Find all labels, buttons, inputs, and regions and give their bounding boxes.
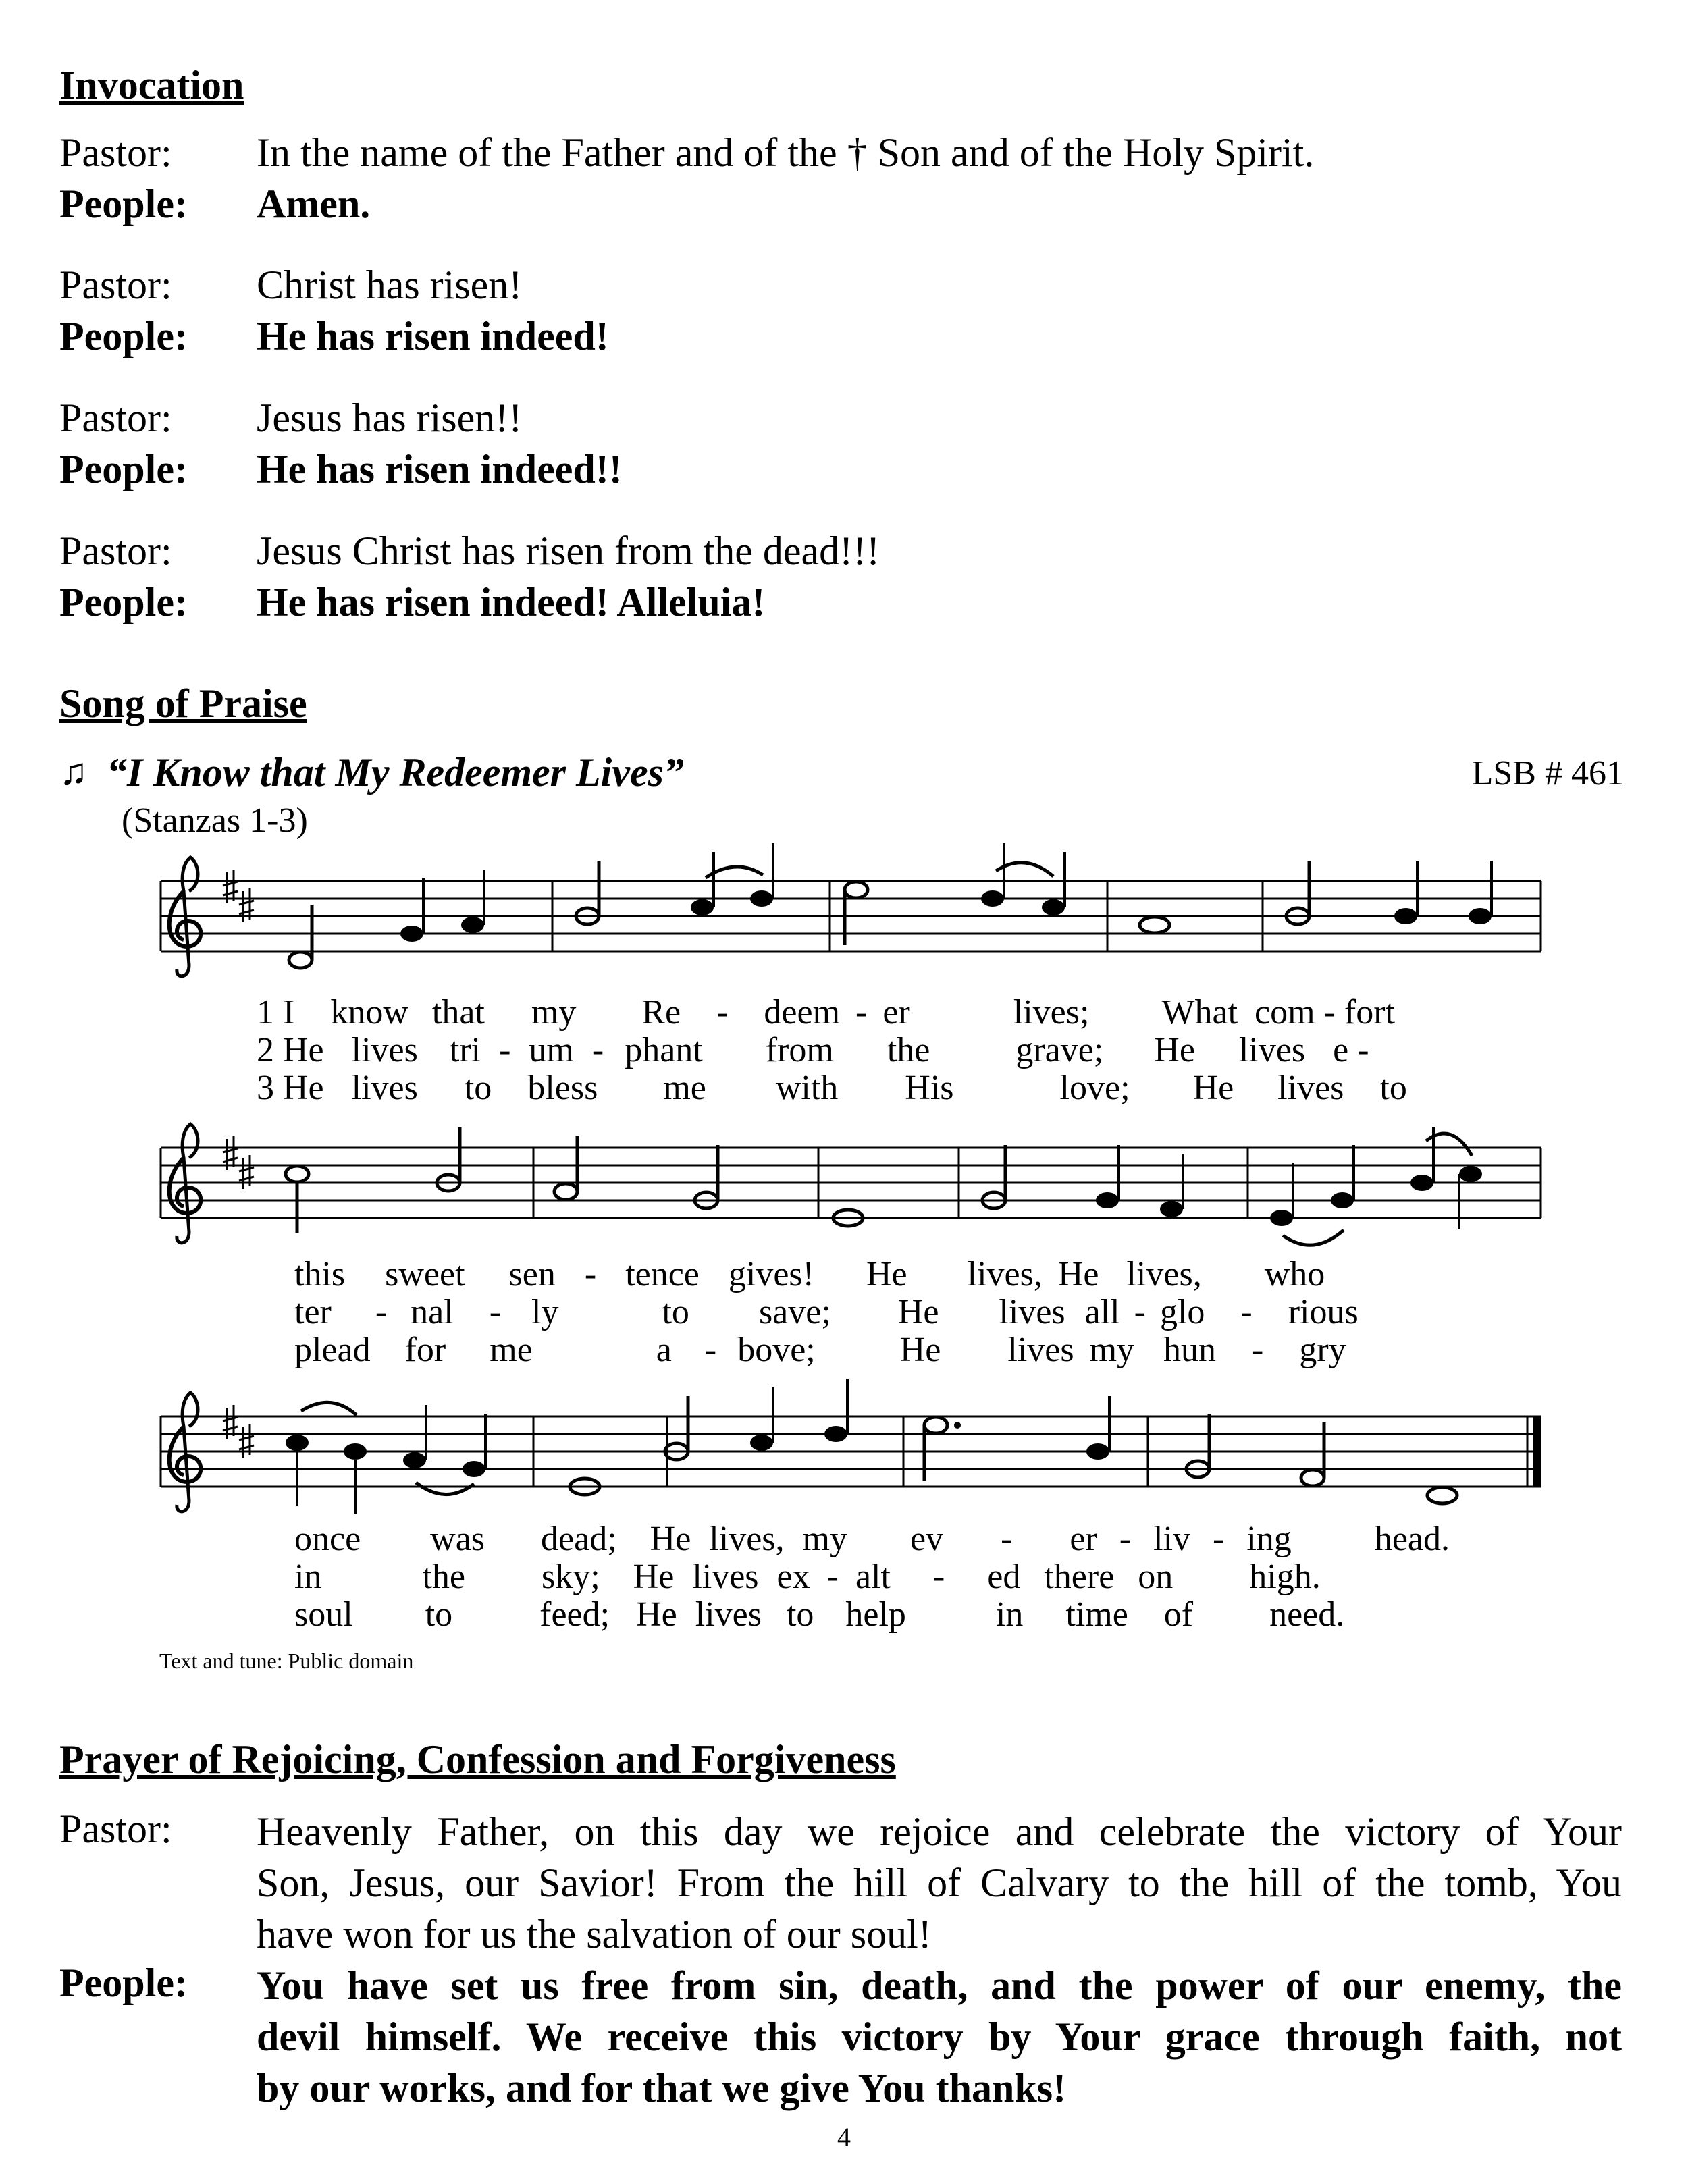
- lyric-syllable: phant: [625, 1031, 703, 1069]
- lyric-syllable: bless: [527, 1069, 598, 1107]
- pastor-line: Christ has risen!: [257, 263, 523, 307]
- lyric-syllable: there: [1044, 1557, 1115, 1596]
- lyric-syllable: a: [656, 1331, 672, 1369]
- lyric-syllable: on: [1138, 1557, 1173, 1596]
- people-label: People:: [59, 580, 188, 624]
- lyric-syllable: know: [330, 993, 408, 1032]
- lyric-syllable: -: [499, 1031, 511, 1069]
- lyric-syllable: all: [1084, 1293, 1120, 1331]
- lyric-syllable: once: [294, 1520, 361, 1558]
- lyric-syllable: of: [1163, 1595, 1194, 1634]
- page-number: 4: [837, 2122, 851, 2152]
- lyric-syllable: -: [855, 993, 868, 1032]
- lyric-syllable: He: [650, 1520, 691, 1558]
- lyric-syllable: plead: [294, 1331, 371, 1369]
- pastor-label: Pastor:: [59, 529, 172, 573]
- lyric-syllable: ing: [1246, 1520, 1292, 1558]
- lyric-syllable: He: [1154, 1031, 1195, 1069]
- lyric-syllable: ed: [987, 1557, 1021, 1596]
- lyric-syllable: who: [1264, 1255, 1325, 1294]
- lyric-syllable: ev: [909, 1520, 944, 1558]
- lyric-syllable: 2 He: [257, 1031, 324, 1069]
- lyric-syllable: with: [775, 1069, 839, 1107]
- lyric-syllable: my: [802, 1520, 847, 1558]
- lyric-syllable: ter: [294, 1293, 332, 1331]
- lyric-line: [294, 1292, 1359, 1332]
- lyric-syllable: lives: [351, 1069, 418, 1107]
- lyric-syllable: lives: [692, 1557, 759, 1596]
- lyric-syllable: me: [663, 1069, 706, 1107]
- lyric-syllable: lives: [1277, 1069, 1344, 1107]
- stanzas-note: (Stanzas 1-3): [122, 801, 308, 840]
- lyric-syllable: lives,: [709, 1520, 785, 1558]
- lyric-syllable: grave;: [1016, 1031, 1104, 1069]
- lyric-syllable: lives: [695, 1595, 762, 1634]
- lyric-syllable: sen: [508, 1255, 556, 1294]
- hymn-title: “I Know that My Redeemer Lives”: [107, 750, 684, 795]
- lyric-syllable: tri: [449, 1031, 481, 1069]
- hymn-reference: LSB # 461: [1471, 754, 1624, 793]
- lyric-syllable: ex: [776, 1557, 810, 1596]
- staff-system-3: [161, 1379, 1541, 1514]
- lyric-syllable: for: [404, 1331, 446, 1369]
- lyric-syllable: -: [826, 1557, 839, 1596]
- lyric-syllable: the: [422, 1557, 465, 1596]
- lyric-syllable: um: [529, 1031, 574, 1069]
- lyric-syllable: fort: [1344, 993, 1395, 1032]
- lyric-line: [294, 1330, 1346, 1370]
- lyric-syllable: was: [430, 1520, 485, 1558]
- people-line: He has risen indeed! Alleluia!: [257, 580, 766, 624]
- prayer-line: have won for us the salvation of our soul!: [257, 1912, 932, 1956]
- people-label: People:: [59, 1961, 188, 2005]
- lyric-syllable: -: [489, 1293, 502, 1331]
- lyric-syllable: lives: [1007, 1331, 1074, 1369]
- lyric-syllable: e: [1333, 1031, 1349, 1069]
- lyric-line: [294, 1519, 1450, 1559]
- lyric-syllable: lives;: [1013, 993, 1090, 1032]
- lyric-syllable: my: [1089, 1331, 1135, 1369]
- lyric-syllable: rious: [1288, 1293, 1359, 1331]
- hymn-credit: Text and tune: Public domain: [159, 1649, 414, 1673]
- lyric-syllable: head.: [1374, 1520, 1450, 1558]
- lyric-syllable: lives: [351, 1031, 418, 1069]
- lyric-syllable: to: [662, 1293, 689, 1331]
- lyric-syllable: He: [1057, 1255, 1099, 1294]
- song-heading: Song of Praise: [59, 681, 307, 726]
- lyric-syllable: -: [1001, 1520, 1013, 1558]
- lyric-syllable: He: [636, 1595, 677, 1634]
- lyric-syllable: sky;: [541, 1557, 600, 1596]
- lyric-syllable: time: [1065, 1595, 1128, 1634]
- lyric-syllable: Re: [641, 993, 681, 1032]
- people-label: People:: [59, 182, 188, 226]
- lyric-syllable: in: [995, 1595, 1024, 1634]
- lyric-syllable: 3 He: [257, 1069, 324, 1107]
- invocation-heading: Invocation: [59, 63, 244, 107]
- lyric-syllable: help: [845, 1595, 906, 1634]
- lyric-syllable: me: [490, 1331, 533, 1369]
- staff-system-1: [161, 843, 1541, 976]
- people-label: People:: [59, 314, 188, 358]
- people-label: People:: [59, 447, 188, 491]
- lyric-syllable: my: [531, 993, 577, 1032]
- lyric-syllable: 1 I: [257, 993, 295, 1032]
- lyric-syllable: ly: [531, 1293, 559, 1331]
- lyric-syllable: -: [932, 1557, 945, 1596]
- pastor-line: Jesus has risen!!: [257, 396, 523, 440]
- lyric-syllable: His: [905, 1069, 954, 1107]
- lyric-syllable: -: [1213, 1520, 1225, 1558]
- lyric-syllable: er: [1070, 1520, 1097, 1558]
- lyric-syllable: the: [887, 1031, 930, 1069]
- staff-system-2: [161, 1124, 1541, 1245]
- lyric-line: [257, 992, 1395, 1032]
- people-line: He has risen indeed!: [257, 314, 609, 358]
- lyric-line: [294, 1254, 1325, 1294]
- lyric-syllable: glo: [1159, 1293, 1205, 1331]
- pastor-label: Pastor:: [59, 130, 172, 175]
- lyric-syllable: -: [1323, 993, 1336, 1032]
- lyric-syllable: He: [899, 1331, 941, 1369]
- pastor-label: Pastor:: [59, 396, 172, 440]
- prayer-line: You have set us free from sin, death, and the power of our enemy, the: [257, 1963, 1622, 2008]
- lyric-line: [257, 1068, 1407, 1108]
- lyric-syllable: bove;: [737, 1331, 816, 1369]
- lyric-syllable: to: [425, 1595, 453, 1634]
- lyric-syllable: He: [633, 1557, 675, 1596]
- prayer-heading: Prayer of Rejoicing, Confession and Forgiveness: [59, 1737, 896, 1782]
- lyric-syllable: lives: [999, 1293, 1065, 1331]
- lyric-line: [294, 1595, 1344, 1634]
- lyric-syllable: -: [591, 1031, 604, 1069]
- lyric-syllable: -: [584, 1255, 597, 1294]
- prayer-line: Son, Jesus, our Savior! From the hill of Calvary to the hill of the tomb, You: [257, 1861, 1622, 1905]
- pastor-line: Jesus Christ has risen from the dead!!!: [257, 529, 880, 573]
- lyric-syllable: -: [716, 993, 729, 1032]
- lyric-syllable: -: [1119, 1520, 1132, 1558]
- lyric-syllable: in: [294, 1557, 322, 1596]
- lyric-syllable: He: [1192, 1069, 1234, 1107]
- lyric-syllable: love;: [1059, 1069, 1130, 1107]
- lyric-syllable: -: [1252, 1331, 1264, 1369]
- lyric-syllable: to: [786, 1595, 814, 1634]
- lyric-syllable: -: [1134, 1293, 1146, 1331]
- lyric-syllable: from: [765, 1031, 834, 1069]
- lyric-syllable: hun: [1163, 1331, 1217, 1369]
- music-note-icon: ♫: [59, 751, 88, 793]
- lyric-syllable: sweet: [385, 1255, 465, 1294]
- lyric-syllable: He: [866, 1255, 907, 1294]
- lyric-syllable: dead;: [541, 1520, 617, 1558]
- lyric-syllable: -: [1240, 1293, 1252, 1331]
- lyric-syllable: tence: [625, 1255, 700, 1294]
- lyric-syllable: -: [1357, 1031, 1369, 1069]
- pastor-label: Pastor:: [59, 263, 172, 307]
- lyric-syllable: lives,: [967, 1255, 1043, 1294]
- lyric-syllable: com: [1255, 993, 1315, 1032]
- lyric-syllable: this: [294, 1255, 346, 1294]
- lyric-syllable: liv: [1153, 1520, 1191, 1558]
- lyric-syllable: feed;: [539, 1595, 610, 1634]
- lyric-syllable: deem: [764, 993, 841, 1032]
- lyric-syllable: soul: [294, 1595, 353, 1634]
- prayer-line: by our works, and for that we give You thanks!: [257, 2066, 1067, 2110]
- lyric-syllable: that: [431, 993, 485, 1032]
- lyric-syllable: He: [897, 1293, 939, 1331]
- lyric-syllable: What: [1161, 993, 1238, 1032]
- lyric-syllable: -: [704, 1331, 717, 1369]
- lyric-syllable: to: [1379, 1069, 1407, 1107]
- people-line: He has risen indeed!!: [257, 447, 623, 491]
- lyric-syllable: save;: [758, 1293, 831, 1331]
- lyric-syllable: high.: [1249, 1557, 1321, 1596]
- lyric-line: [257, 1030, 1369, 1070]
- lyric-syllable: er: [882, 993, 910, 1032]
- people-prayer: [257, 1960, 1622, 2114]
- lyric-syllable: gives!: [728, 1255, 814, 1294]
- lyric-syllable: to: [464, 1069, 492, 1107]
- lyric-syllable: lives: [1238, 1031, 1306, 1069]
- pastor-label: Pastor:: [59, 1807, 172, 1851]
- lyric-syllable: need.: [1269, 1595, 1345, 1634]
- prayer-line: devil himself. We receive this victory by Your grace through faith, not: [257, 2015, 1622, 2059]
- pastor-prayer: [257, 1806, 1622, 1960]
- lyric-syllable: lives,: [1126, 1255, 1202, 1294]
- people-line: Amen.: [257, 182, 371, 226]
- lyric-line: [294, 1557, 1321, 1597]
- prayer-line: Heavenly Father, on this day we rejoice and celebrate the victory of Your: [257, 1809, 1622, 1854]
- pastor-line: In the name of the Father and of the † Son and of the Holy Spirit.: [257, 130, 1315, 175]
- lyric-syllable: gry: [1299, 1331, 1346, 1369]
- lyric-syllable: alt: [855, 1557, 891, 1596]
- lyric-syllable: nal: [411, 1293, 454, 1331]
- lyric-syllable: -: [375, 1293, 388, 1331]
